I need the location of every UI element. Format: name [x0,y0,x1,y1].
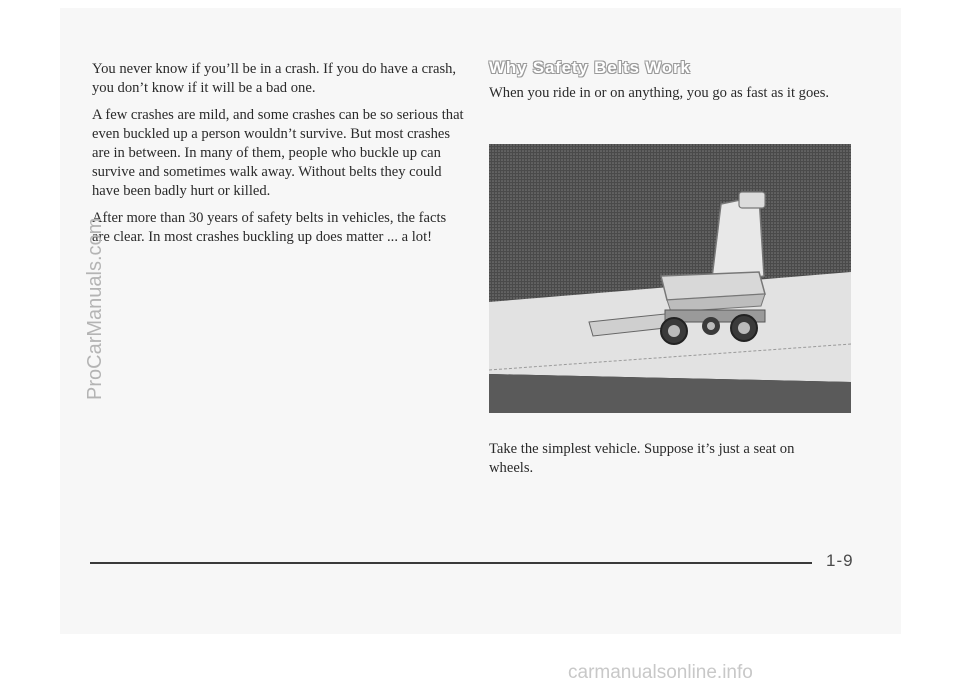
figure-caption-block [489,440,829,486]
figure-caption: Take the simplest vehicle. Suppose it’s just a seat on wheels. [489,441,795,476]
seat-on-wheels-illustration [489,144,851,413]
side-watermark: ProCarManuals.com [84,217,106,400]
page-number: 1-9 [826,551,854,570]
right-column-intro [489,84,859,111]
bottom-watermark: carmanualsonline.info [568,662,753,683]
paragraph-crash-severity: A few crashes are mild, and some crashes can be so serious that even buckled up a person wouldn’t survive. But most crashes are in between. In many of them, people who buckle up can survive and sometimes walk away. Without belts they could have been badly hurt or killed. [92,107,464,199]
footer-rule [90,562,812,564]
paragraph-facts-clear: After more than 30 years of safety belts in vehicles, the facts are clear. In most crashes buckling up does matter ... a lot! [92,210,447,245]
left-column [92,60,464,255]
intro-paragraph: When you ride in or on anything, you go as fast as it goes. [489,85,830,101]
paragraph-crash-unknown: You never know if you’ll be in a crash. If you do have a crash, you don’t know if it will be a bad one. [92,61,457,96]
section-heading: Why Safety Belts Work [489,58,691,77]
